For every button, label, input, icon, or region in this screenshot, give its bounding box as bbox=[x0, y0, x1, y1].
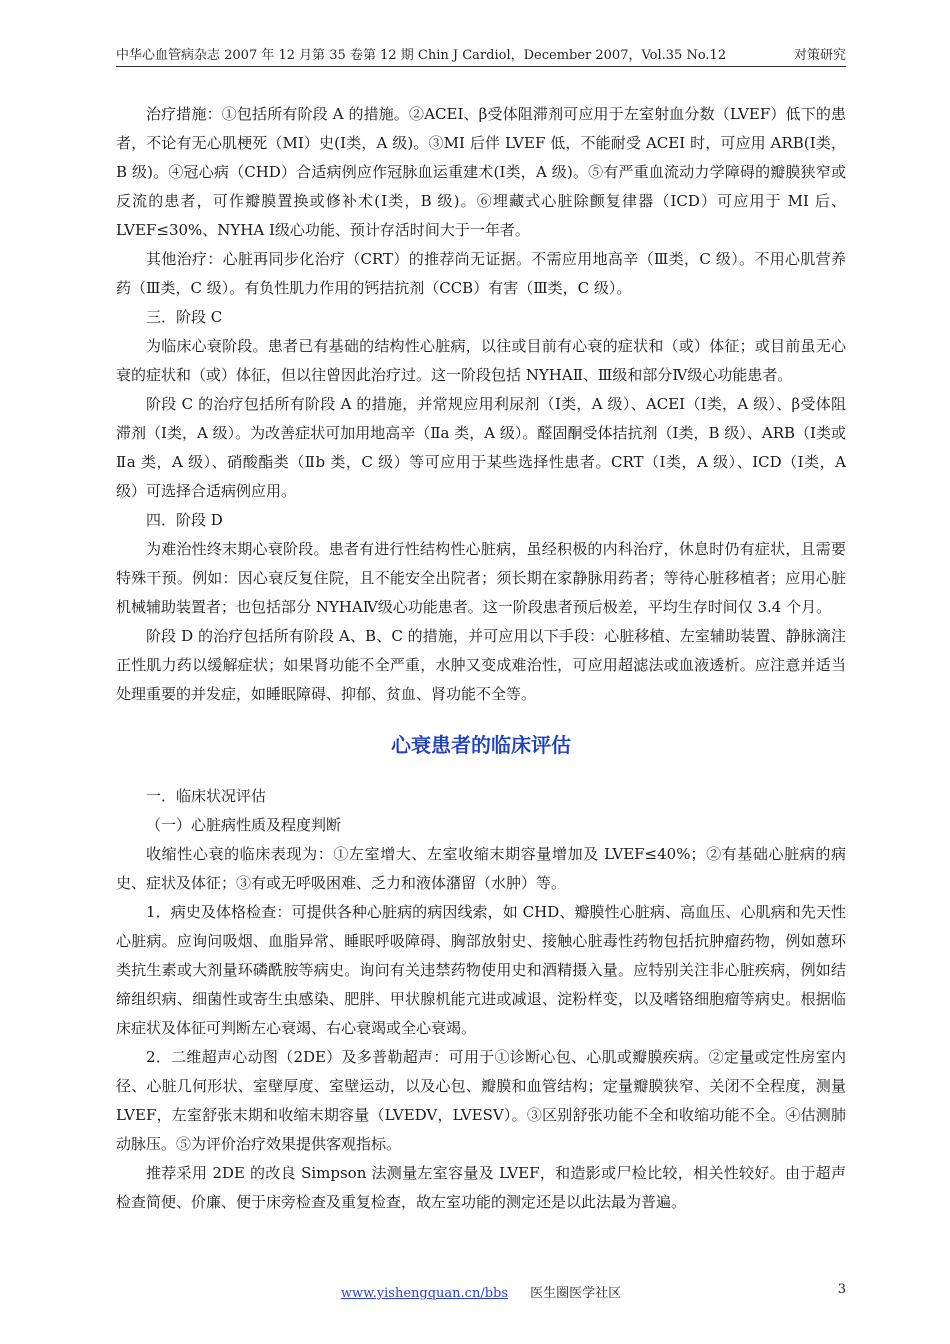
header-divider bbox=[116, 66, 846, 67]
article-body bbox=[116, 100, 846, 1217]
heading-clinical-assessment: 一．临床状况评估 bbox=[146, 787, 267, 805]
paragraph-stage-c-definition: 为临床心衰阶段。患者已有基础的结构性心脏病，以往或目前有心衰的症状和（或）体征；或目前虽无心衰的症状和（或）体征，但以往曾因此治疗过。这一阶段包括 NYHAⅡ、Ⅲ级和部分Ⅳ级心功能患者。 bbox=[116, 337, 846, 384]
footer-center bbox=[116, 1282, 846, 1301]
heading-stage-c: 三．阶段 C bbox=[146, 308, 223, 326]
paragraph-systolic-hf: 收缩性心衰的临床表现为：①左室增大、左室收缩末期容量增加及 LVEF≤40%；②有基础心脏病的病史、症状及体征；③有或无呼吸困难、乏力和液体潴留（水肿）等。 bbox=[116, 845, 846, 892]
page-number: 3 bbox=[837, 1282, 846, 1297]
paragraph-stage-d-treatment: 阶段 D 的治疗包括所有阶段 A、B、C 的措施，并可应用以下手段：心脏移植、左室辅助装置、静脉滴注正性肌力药以缓解症状；如果肾功能不全严重，水肿又变成难治性，可应用超滤法或血液透析。应注意并适当处理重要的并发症，如睡眠障碍、抑郁、贫血、肾功能不全等。 bbox=[116, 627, 846, 703]
journal-citation: 中华心血管病杂志 2007 年 12 月第 35 卷第 12 期 Chin J Cardiol，December 2007，Vol.35 No.12 bbox=[116, 48, 727, 63]
paragraph-stage-c-treatment: 阶段 C 的治疗包括所有阶段 A 的措施，并常规应用利尿剂（Ⅰ类，A 级）、ACEI（Ⅰ类，A 级）、β受体阻滞剂（Ⅰ类，A 级）。为改善症状可加用地高辛（Ⅱa 类，A 级）。醛固酮受体拮抗剂（Ⅰ类，B 级）、ARB（Ⅰ类或Ⅱa 类，A 级）、硝酸酯类（Ⅱb 类，C 级）等可应用于某些选择性患者。CRT（Ⅰ类，A 级）、ICD（Ⅰ类，A 级）可选择合适病例应用。 bbox=[116, 395, 846, 500]
footer-site-name: 医生圈医学社区 bbox=[530, 1286, 622, 1301]
section-title: 心衰患者的临床评估 bbox=[391, 733, 571, 757]
paragraph-other-treatment: 其他治疗：心脏再同步化治疗（CRT）的推荐尚无证据。不需应用地高辛（Ⅲ类，C 级）。不用心肌营养药（Ⅲ类，C 级）。有负性肌力作用的钙拮抗剂（CCB）有害（Ⅲ类，C 级）。 bbox=[116, 250, 846, 297]
paragraph-treatment-measures: 治疗措施：①包括所有阶段 A 的措施。②ACEI、β受体阻滞剂可应用于左室射血分数（LVEF）低下的患者，不论有无心肌梗死（MI）史(Ⅰ类，A 级)。③MI 后伴 LVEF 低，不能耐受 ACEI 时，可应用 ARB(Ⅰ类，B 级)。④冠心病（CHD）合适病例应作冠脉血运重建术(Ⅰ类，A 级)。⑤有严重血流动力学障碍的瓣膜狭窄或反流的患者，可作瓣膜置换或修补术(Ⅰ类，B 级)。⑥埋藏式心脏除颤复律器（ICD）可应用于 MI 后、LVEF≤30%、NYHA Ⅰ级心功能、预计存活时间大于一年者。 bbox=[116, 105, 846, 239]
section-label: 对策研究 bbox=[793, 48, 846, 63]
paragraph-history-exam: 1．病史及体格检查：可提供各种心脏病的病因线索，如 CHD、瓣膜性心脏病、高血压、心肌病和先天性心脏病。应询问吸烟、血脂异常、睡眠呼吸障碍、胸部放射史、接触心脏毒性药物包括抗肿瘤药物，例如蒽环类抗生素或大剂量环磷酰胺等病史。询问有关违禁药物使用史和酒精摄入量。应特别关注非心脏疾病，例如结缔组织病、细菌性或寄生虫感染、肥胖、甲状腺机能亢进或减退、淀粉样变，以及嗜铬细胞瘤等病史。根据临床症状及体征可判断左心衰竭、右心衰竭或全心衰竭。 bbox=[116, 903, 846, 1037]
footer-link[interactable]: www.yishengquan.cn/bbs bbox=[340, 1286, 509, 1301]
heading-stage-d: 四．阶段 D bbox=[146, 511, 223, 529]
paragraph-echocardiography: 2．二维超声心动图（2DE）及多普勒超声：可用于①诊断心包、心肌或瓣膜疾病。②定量或定性房室内径、心脏几何形状、室壁厚度、室壁运动，以及心包、瓣膜和血管结构；定量瓣膜狭窄、关闭不全程度，测量 LVEF，左室舒张末期和收缩末期容量（LVEDV，LVESV）。③区别舒张功能不全和收缩功能不全。④估测肺动脉压。⑤为评价治疗效果提供客观指标。 bbox=[116, 1048, 846, 1153]
heading-disease-nature: （一）心脏病性质及程度判断 bbox=[146, 816, 342, 834]
running-header bbox=[116, 40, 846, 64]
page-footer bbox=[116, 1282, 846, 1304]
paragraph-stage-d-definition: 为难治性终末期心衰阶段。患者有进行性结构性心脏病，虽经积极的内科治疗，休息时仍有症状，且需要特殊干预。例如：因心衰反复住院，且不能安全出院者；须长期在家静脉用药者；等待心脏移植者；应用心脏机械辅助装置者；也包括部分 NYHAⅣ级心功能患者。这一阶段患者预后极差，平均生存时间仅 3.4 个月。 bbox=[116, 540, 846, 616]
paragraph-simpson-method: 推荐采用 2DE 的改良 Simpson 法测量左室容量及 LVEF，和造影或尸检比较，相关性较好。由于超声检查简便、价廉、便于床旁检查及重复检查，故左室功能的测定还是以此法最为普遍。 bbox=[116, 1164, 846, 1211]
